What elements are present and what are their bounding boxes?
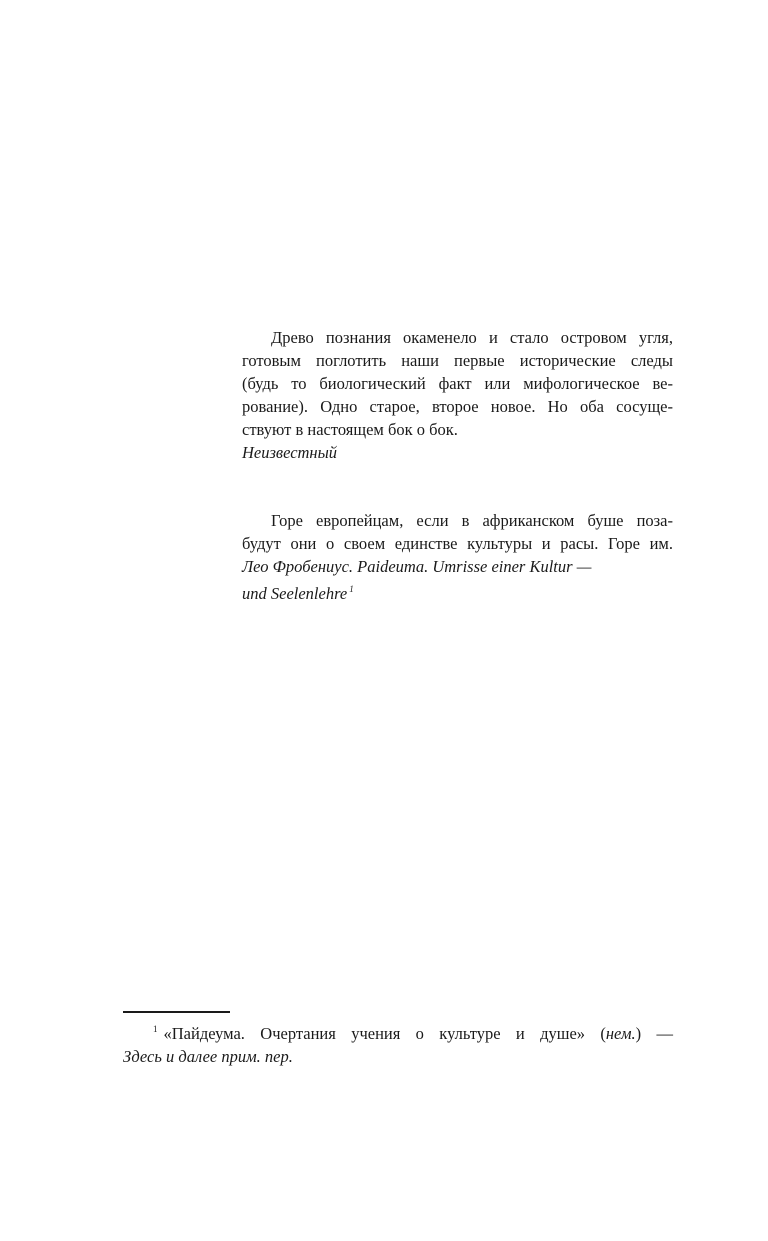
epigraph-2-attribution-line-1: Лео Фробениус. Paideuma. Umrisse einer Kultur — bbox=[242, 557, 592, 576]
epigraph-2-attribution-line-2-text: und Seelenlehre bbox=[242, 584, 348, 603]
epigraph-1-line-5: ствуют в настоящем бок о бок. bbox=[242, 420, 458, 439]
epigraph-2-attribution bbox=[242, 555, 673, 605]
footnote-line-2: Здесь и далее прим. пер. bbox=[123, 1047, 293, 1066]
epigraph-1 bbox=[242, 326, 673, 464]
epigraph-1-text bbox=[242, 326, 673, 441]
footnote-text-after: ) — bbox=[635, 1024, 673, 1043]
footnote-number: 1 bbox=[153, 1024, 158, 1034]
footnote-lang: нем. bbox=[605, 1024, 636, 1043]
epigraph-2-text bbox=[242, 509, 673, 555]
epigraph-1-line-3: (будь то биологический факт или мифологическое ве- bbox=[242, 374, 673, 393]
epigraph-2-line-2: будут они о своем единстве культуры и расы. Горе им. bbox=[242, 534, 673, 553]
epigraph-2 bbox=[242, 509, 673, 605]
footnote-reference[interactable]: 1 bbox=[349, 584, 354, 594]
epigraph-1-line-4: рование). Одно старое, второе новое. Но оба сосуще- bbox=[242, 397, 673, 416]
footnote-separator bbox=[123, 1011, 230, 1013]
epigraph-1-line-1: Древо познания окаменело и стало островом угля, bbox=[271, 328, 673, 347]
footnote-text-before: «Пайдеума. Очертания учения о культуре и душе» ( bbox=[163, 1024, 606, 1043]
epigraph-2-attribution-line-2 bbox=[242, 578, 673, 605]
epigraph-2-line-1: Горе европейцам, если в африканском буше поза- bbox=[271, 511, 673, 530]
epigraph-1-line-2: готовым поглотить наши первые исторические следы bbox=[242, 351, 673, 370]
epigraph-1-attribution: Неизвестный bbox=[242, 443, 338, 462]
footnote bbox=[123, 1018, 673, 1068]
footnote-line-1 bbox=[123, 1018, 673, 1045]
